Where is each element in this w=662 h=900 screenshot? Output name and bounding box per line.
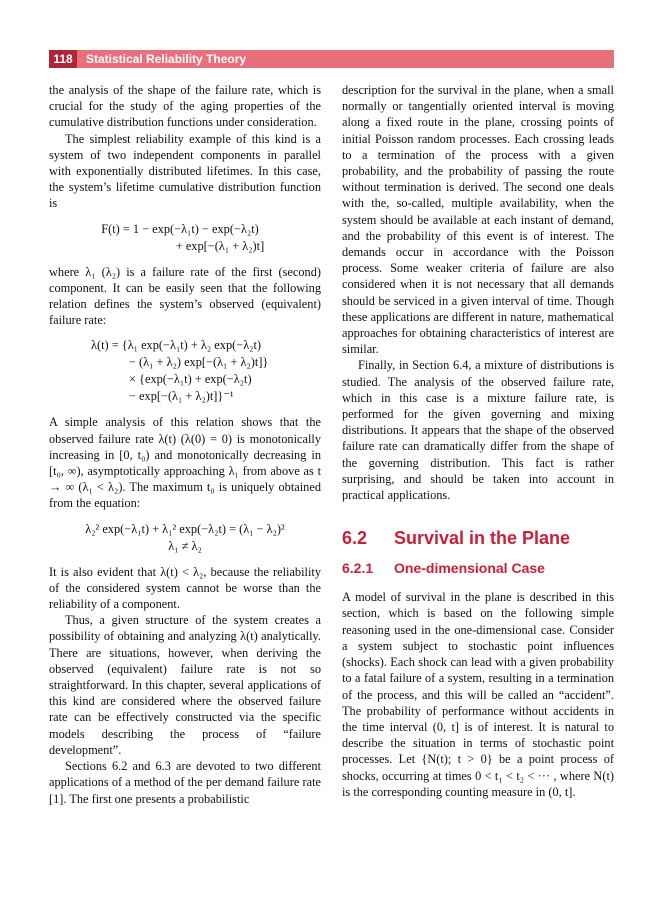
section-number: 6.2 — [342, 528, 368, 549]
right-column — [342, 82, 614, 800]
running-title: Statistical Reliability Theory — [86, 52, 247, 66]
section-heading — [342, 527, 614, 549]
subsection-title: One-dimensional Case — [394, 560, 545, 577]
left-column — [49, 82, 321, 807]
subsection-heading — [342, 559, 614, 577]
subsection-number: 6.2.1 — [342, 560, 374, 577]
paragraph: The simplest reliability example of this kind is a system of two independent components in parallel with exponentially distributed lifetimes. In this case, the system’s lifetime cumulative distribution function is — [49, 131, 321, 211]
page-number: 118 — [49, 50, 77, 68]
paragraph: Finally, in Section 6.4, a mixture of distributions is studied. The analysis of the observed failure rate, which in this case is a mixture failure rate, is performed for the given governing and mixing distributions. It appears that the shape of the observed failure rate can dramatically differ from the shape of the governing distribution. This fact is rather surprising, and should be taken into account in practical applications. — [342, 358, 614, 503]
paragraph: description for the survival in the plane, when a small normally or tangentially oriented interval is moving along a fixed route in the plane, crossing points of initial Poisson random processes. Each crossing leads to a termination of the process with a given probability, and the probability of passing the route without termination is derived. The second one deals with the, so-called, multiple availability, when the system should be available at each instant of demand, and the probability of this event is of interest. The demands occur in accordance with the Poisson process. Some weaker criteria of failure are also considered when it is not necessary that all demands should be serviced in a given interval of time. Though these applications are different in nature, mathematical approaches for obtaining characteristics of interest are similar. — [342, 83, 614, 357]
paragraph: Thus, a given structure of the system creates a possibility of obtaining and analyzing λ(t) analytically. There are situations, however, when deriving the observed (equivalent) failure rate is not so straightforward. In this chapter, several applications of this kind are considered where the observed failure rate can be effectively constructed via the specific models describing the process of “failure development”. — [49, 613, 321, 757]
paragraph: A model of survival in the plane is described in this section, which is based on the following simple reasoning used in the one-dimensional case. Consider a system subject to stochastic point influences (shocks). Each shock can lead with a given probability to a fatal failure of a system, resulting in a termination of the process, and this will be called an “accident”. The probability of performance without accidents in the time interval (0, t] is of interest. It is natural to describe the situation in terms of stochastic point processes. Let {N(t); t > 0} be a point process of shocks, occurring at times 0 < t₁ < t₂ < ··· , where N(t) is the corresponding counting measure in (0, t]. — [342, 590, 614, 799]
paragraph: A simple analysis of this relation shows that the observed failure rate λ(t) (λ(0) = 0) is monotonically increasing in [0, t₀) and monotonically decreasing in [t₀, ∞), asymptotically approaching λ₁ from above as t → ∞ (λ₁ < λ₂). The maximum t₀ is uniquely obtained from the equation: — [49, 415, 321, 511]
equation-line: − (λ₁ + λ₂) exp[−(λ₁ + λ₂)t]} — [129, 355, 269, 370]
equation-failure-rate — [49, 337, 321, 405]
equation-cdf — [49, 221, 321, 255]
paragraph: Sections 6.2 and 6.3 are devoted to two different applications of a method of the per demand failure rate [1]. The first one presents a probabilistic — [49, 759, 321, 806]
equation-maximum — [49, 521, 321, 555]
paragraph: the analysis of the shape of the failure rate, which is crucial for the study of the aging properties of the cumulative distribution functions under consideration. — [49, 83, 321, 130]
equation-line: × {exp(−λ₁t) + exp(−λ₂t) — [129, 372, 252, 387]
paragraph: where λ₁ (λ₂) is a failure rate of the first (second) component. It can be easily seen that the following relation defines the system’s observed (equivalent) failure rate: — [49, 264, 321, 328]
equation-line: λ₂² exp(−λ₁t) + λ₁² exp(−λ₂t) = (λ₁ − λ₂)² — [85, 521, 285, 536]
equation-line: λ(t) = {λ₁ exp(−λ₁t) + λ₂ exp(−λ₂t) — [91, 338, 262, 353]
equation-line: λ₁ ≠ λ₂ — [168, 538, 202, 553]
section-title: Survival in the Plane — [394, 528, 571, 549]
equation-line: F(t) = 1 − exp(−λ₁t) − exp(−λ₂t) — [101, 221, 259, 236]
equation-line: − exp[−(λ₁ + λ₂)t]}⁻¹ — [129, 389, 234, 404]
equation-line: + exp[−(λ₁ + λ₂)t] — [175, 238, 265, 253]
running-header — [49, 50, 614, 68]
paragraph: It is also evident that λ(t) < λ₂, because the reliability of the considered system cannot be worse than the reliability of a component. — [49, 564, 321, 612]
